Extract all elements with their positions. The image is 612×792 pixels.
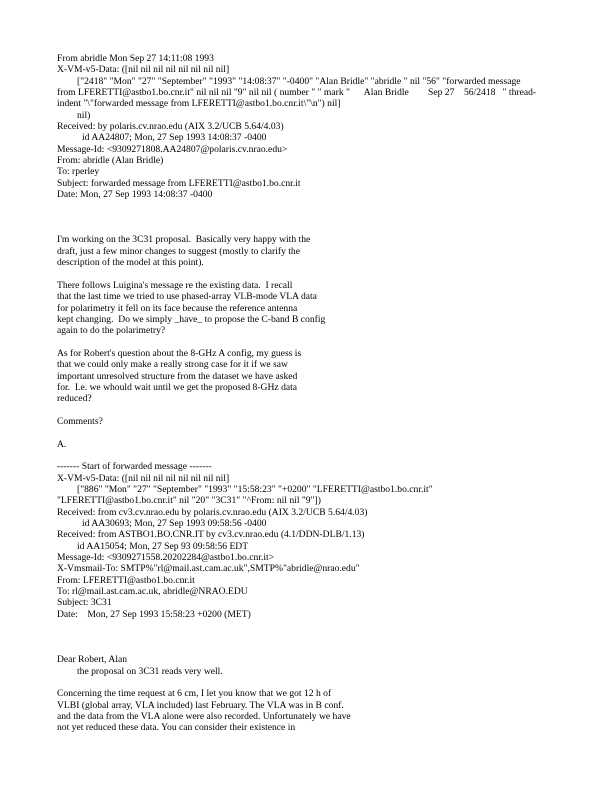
email-text xyxy=(57,53,557,734)
forwarded-to: To: rl@mail.ast.cam.ac.uk, abridle@NRAO.EDU xyxy=(57,586,248,598)
forwarded-xvm-data-cont: "LFERETTI@astbo1.bo.cnr.it" nil "20" "3C31" "^From: nil nil "9"]) xyxy=(57,495,321,507)
body-line: that the last time we tried to use phased-array VLB-mode VLA data xyxy=(57,291,317,303)
header-xvm-data-cont: nil) xyxy=(77,109,91,121)
forwarded-received-cont: id AA30693; Mon, 27 Sep 1993 09:58:56 -0400 xyxy=(82,518,267,530)
forwarded-xvm-data-cont: ["886" "Mon" "27" "September" "1993" "15:58:23" "+0200" "LFERETTI@astbo1.bo.cnr.it" xyxy=(77,484,433,496)
body-paragraph xyxy=(57,348,557,405)
header-xvm-data: X-VM-v5-Data: ([nil nil nil nil nil nil nil nil] xyxy=(57,64,230,76)
forwarded-date: Date: Mon, 27 Sep 1993 15:58:23 +0200 (MET) xyxy=(57,608,251,620)
spacer xyxy=(57,677,557,688)
spacer xyxy=(57,427,557,438)
body-line: again to do the polarimetry? xyxy=(57,325,166,337)
forwarded-line: not yet reduced these data. You can consider their existence in xyxy=(57,722,296,734)
header-xvm-data-cont: indent "\"forwarded message from LFERETTI@astbo1.bo.cnr.it\"\n") nil] xyxy=(57,98,341,110)
forwarded-paragraph xyxy=(57,688,557,733)
body-line: description of the model at this point). xyxy=(57,257,204,269)
body-paragraph xyxy=(57,234,557,268)
header-message-id: Message-Id: <9309271808.AA24807@polaris.cv.nrao.edu> xyxy=(57,143,288,155)
body-line: reduced? xyxy=(57,393,92,405)
body-line: draft, just a few minor changes to suggest (mostly to clarify the xyxy=(57,245,300,257)
forwarded-greeting-cont: the proposal on 3C31 reads very well. xyxy=(77,665,223,677)
spacer xyxy=(57,337,557,348)
body-signoff: A. xyxy=(57,438,67,450)
forwarded-received: Received: from cv3.cv.nrao.edu by polaris.cv.nrao.edu (AIX 3.2/UCB 5.64/4.03) xyxy=(57,506,368,518)
body-line: for. I.e. we whould wait until we get the proposed 8-GHz data xyxy=(57,381,298,393)
spacer xyxy=(57,620,557,654)
spacer xyxy=(57,269,557,280)
body-line: important unresolved structure from the dataset we have asked xyxy=(57,370,298,382)
forwarded-x-vmsmail-to: X-Vmsmail-To: SMTP%"rl@mail.ast.cam.ac.uk",SMTP%"abridle@nrao.edu" xyxy=(57,563,360,575)
forwarded-subject: Subject: 3C31 xyxy=(57,597,112,609)
header-xvm-data-cont: from LFERETTI@astbo1.bo.cnr.it" nil nil nil "9" nil nil ( number " " mark " Alan Bridle Sep 27 56/2418 " thread- xyxy=(57,87,537,99)
header-received-cont: id AA24807; Mon, 27 Sep 1993 14:08:37 -0400 xyxy=(82,132,267,144)
spacer xyxy=(57,200,557,234)
forwarded-greeting: Dear Robert, Alan xyxy=(57,654,128,666)
body-line: for polarimetry it fell on its face because the reference antenna xyxy=(57,302,298,314)
body-line: As for Robert's question about the 8-GHz A config, my guess is xyxy=(57,347,302,359)
header-date: Date: Mon, 27 Sep 1993 14:08:37 -0400 xyxy=(57,189,213,201)
forwarded-xvm-data: X-VM-v5-Data: ([nil nil nil nil nil nil nil nil] xyxy=(57,472,230,484)
header-xvm-data-cont: ["2418" "Mon" "27" "September" "1993" "14:08:37" "-0400" "Alan Bridle" "abridle " nil "56" "forwarded message xyxy=(77,75,521,87)
header-from-line: From abridle Mon Sep 27 14:11:08 1993 xyxy=(57,53,214,64)
body-line: kept changing. Do we simply _have_ to propose the C-band B config xyxy=(57,313,326,325)
body-comments: Comments? xyxy=(57,415,103,427)
forwarded-message-id: Message-Id: <9309271558.20202284@astbo1.bo.cnr.it> xyxy=(57,552,275,564)
body-paragraph xyxy=(57,280,557,337)
body-line: I'm working on the 3C31 proposal. Basically very happy with the xyxy=(57,234,311,246)
forwarded-from: From: LFERETTI@astbo1.bo.cnr.it xyxy=(57,574,195,586)
forwarded-line: VLBI (global array, VLA included) last February. The VLA was in B conf. xyxy=(57,699,344,711)
body-line: that we could only make a really strong case for it if we saw xyxy=(57,359,288,371)
body-line: There follows Luigina's message re the existing data. I recall xyxy=(57,279,293,291)
header-subject: Subject: forwarded message from LFERETTI@astbo1.bo.cnr.it xyxy=(57,177,301,189)
forwarded-line: Concerning the time request at 6 cm, I let you know that we got 12 h of xyxy=(57,688,332,700)
header-received: Received: by polaris.cv.nrao.edu (AIX 3.2/UCB 5.64/4.03) xyxy=(57,121,284,133)
spacer xyxy=(57,450,557,461)
forwarded-received-cont: id AA15054; Mon, 27 Sep 93 09:58:56 EDT xyxy=(77,540,249,552)
header-to: To: rperley xyxy=(57,166,100,178)
spacer xyxy=(57,405,557,416)
forwarded-line: and the data from the VLA alone were also recorded. Unfortunately we have xyxy=(57,710,351,722)
header-from: From: abridle (Alan Bridle) xyxy=(57,155,164,167)
forwarded-start-marker: ------- Start of forwarded message ------- xyxy=(57,461,212,473)
forwarded-received: Received: from ASTBO1.BO.CNR.IT by cv3.cv.nrao.edu (4.1/DDN-DLB/1.13) xyxy=(57,529,365,541)
